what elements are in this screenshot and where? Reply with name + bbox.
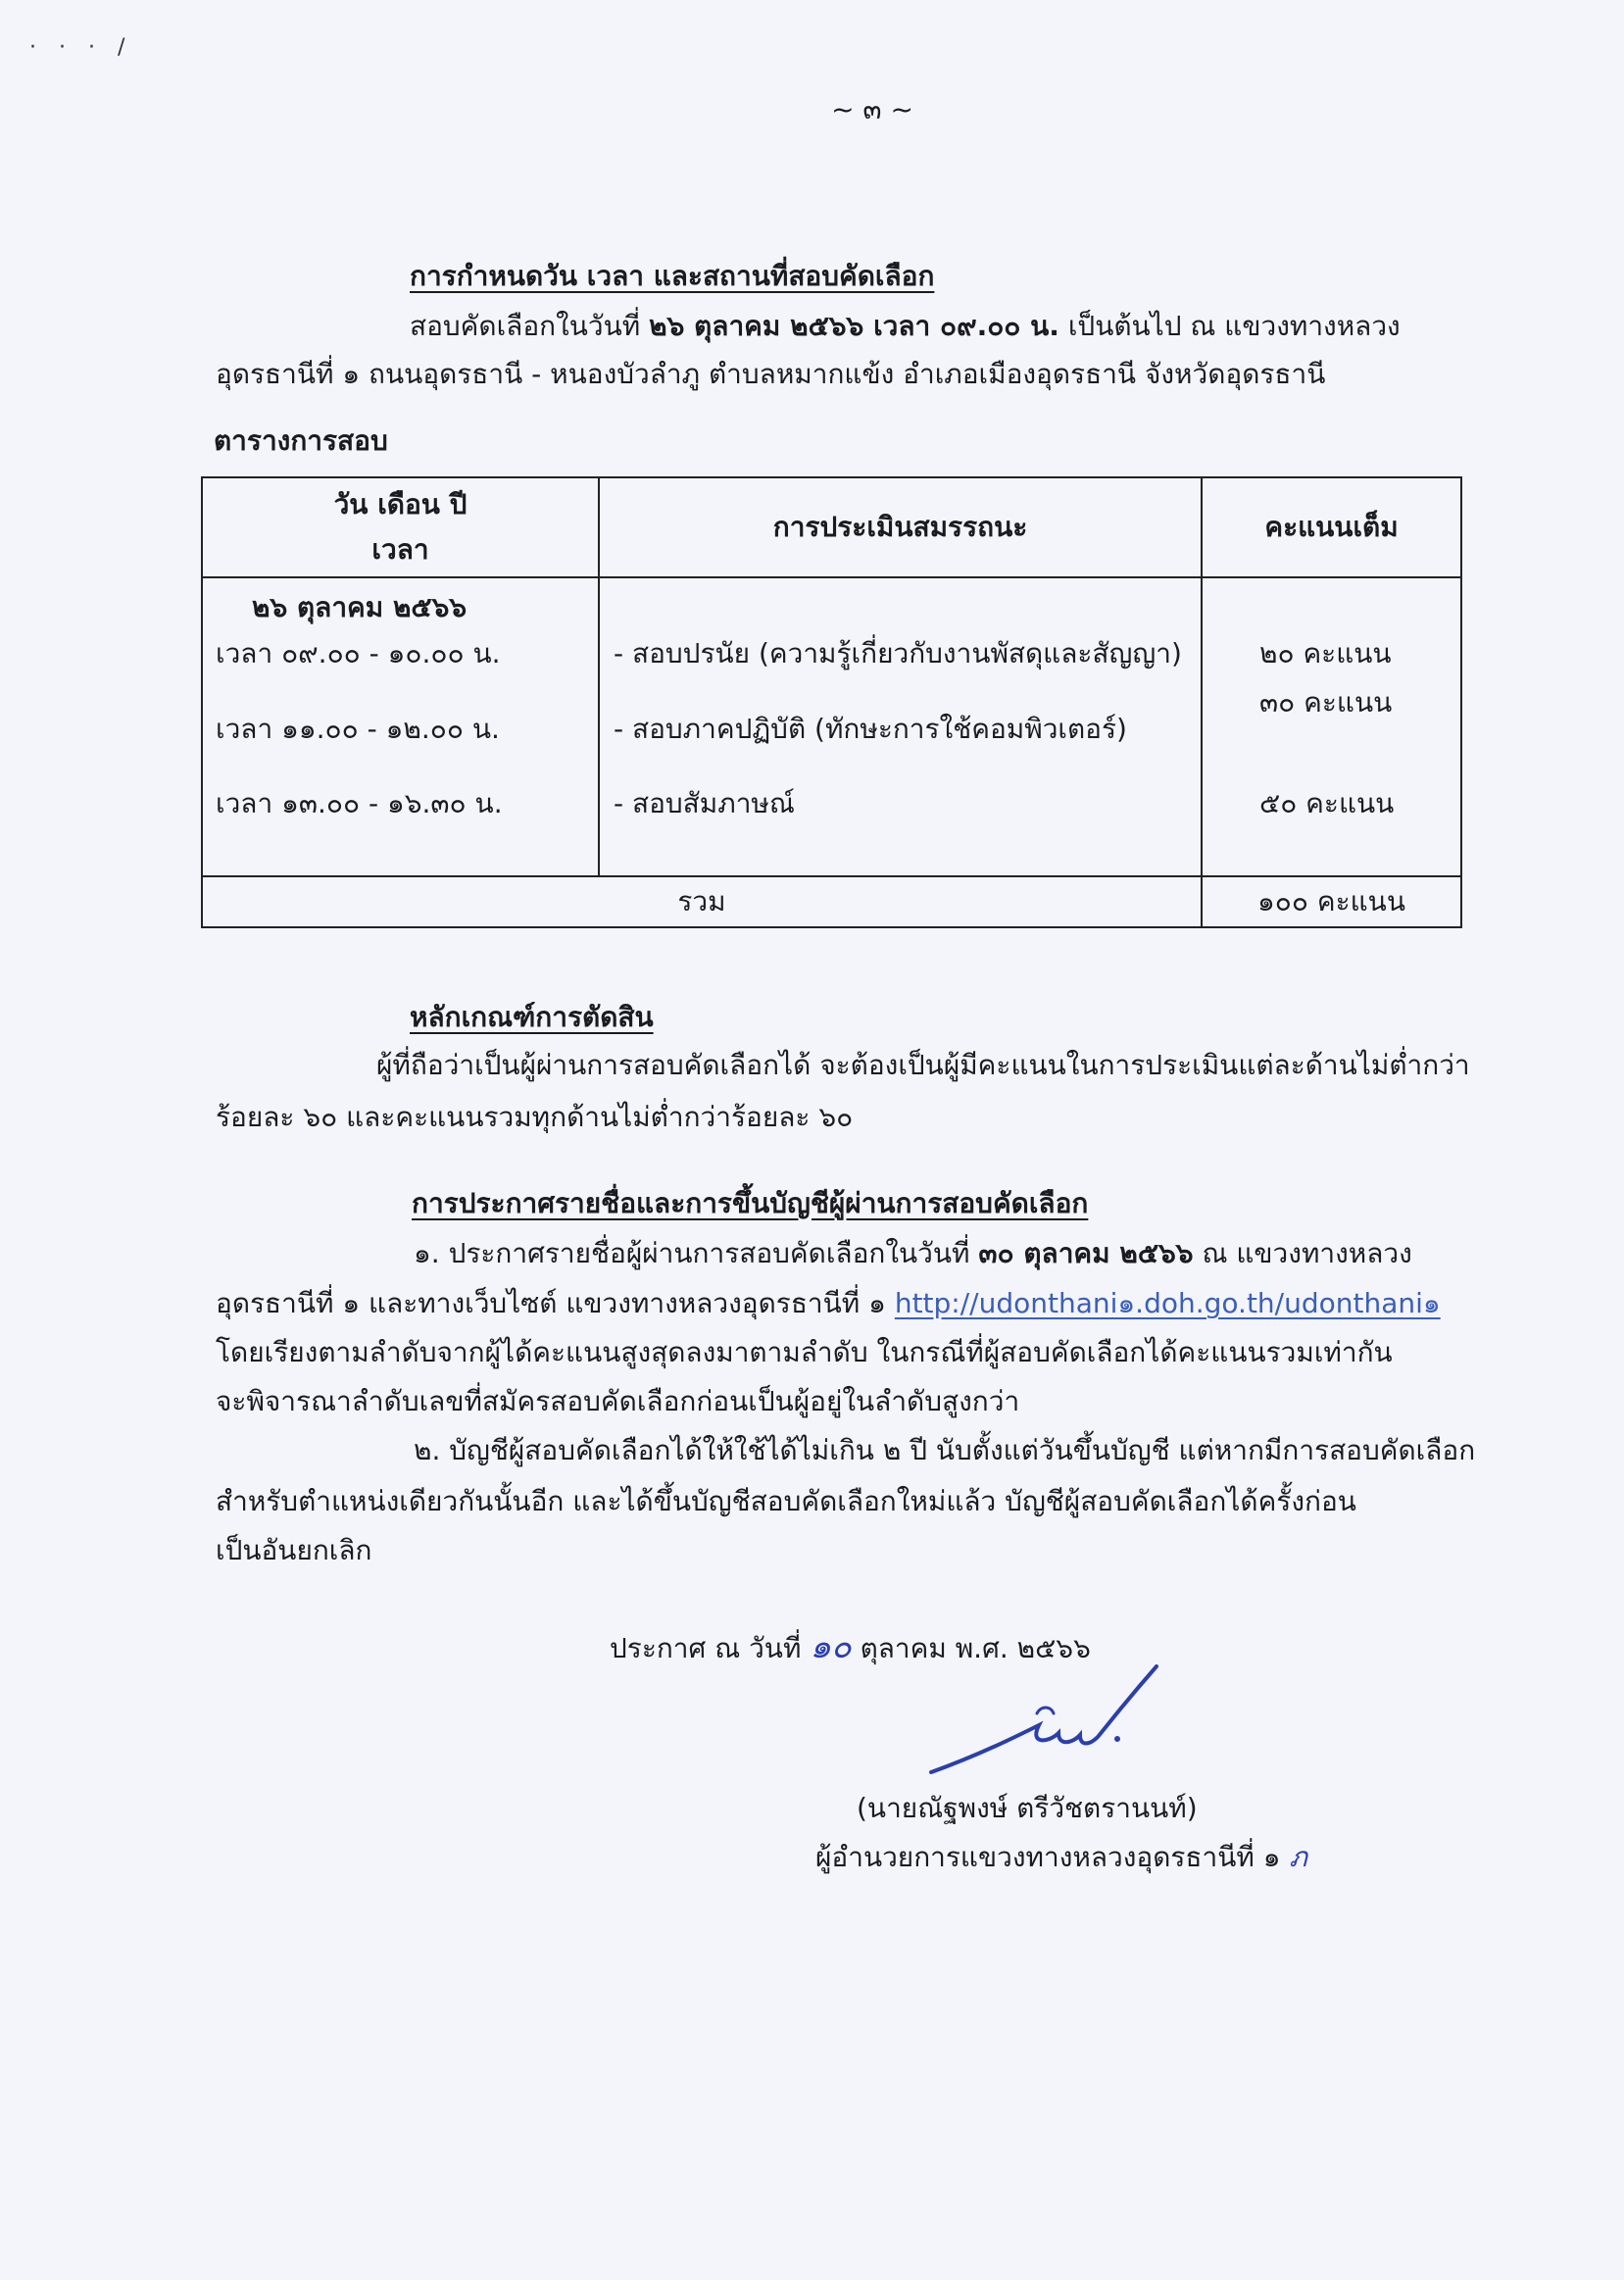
announcement-p2-line-1: ๒. บัญชีผู้สอบคัดเลือกได้ให้ใช้ได้ไม่เกิน ๒ ปี นับตั้งแต่วันขึ้นบัญชี แต่หากมีการสอบคัดเลือก <box>414 1434 1476 1466</box>
signer-title-line <box>815 1838 1307 1877</box>
announcement-p1-line-1 <box>414 1234 1412 1273</box>
table-title: ตารางการสอบ <box>214 424 388 457</box>
exam-schedule-table <box>201 476 1462 928</box>
time-row-3: เวลา ๑๓.๐๐ - ๑๖.๓๐ น. <box>216 787 503 819</box>
signature <box>911 1657 1186 1784</box>
exam-date: ๒๖ ตุลาคม ๒๕๖๖ <box>252 591 468 623</box>
signer-name: (นายณัฐพงษ์ ตรีวัชตรานนท์) <box>857 1792 1198 1824</box>
score-row-2: ๓๐ คะแนน <box>1259 686 1393 719</box>
header-date-time <box>202 477 599 577</box>
announcement-p1-prefix: ๑. ประกาศรายชื่อผู้ผ่านการสอบคัดเลือกในวันที่ <box>414 1237 970 1269</box>
announcement-p1-line-2 <box>216 1284 1441 1323</box>
announcement-p2-line-3: เป็นอันยกเลิก <box>216 1534 372 1566</box>
announce-prefix: ประกาศ ณ วันที่ <box>610 1632 802 1664</box>
signer-initials: ภ <box>1289 1841 1307 1873</box>
header-date-line2: เวลา <box>371 533 429 566</box>
table-total-row <box>202 876 1461 927</box>
score-row-1: ๒๐ คะแนน <box>1259 637 1392 669</box>
signer-title: ผู้อำนวยการแขวงทางหลวงอุดรธานีที่ ๑ <box>815 1841 1281 1873</box>
header-assessment: การประเมินสมรรถนะ <box>599 477 1202 577</box>
schedule-date-time: ๒๖ ตุลาคม ๒๕๖๖ เวลา ๐๙.๐๐ น. <box>649 310 1059 342</box>
table-header-row <box>202 477 1461 577</box>
page-number: ~ ๓ ~ <box>831 93 913 125</box>
date-time-cell <box>202 577 599 876</box>
announcement-p1-line-4: จะพิจารณาลำดับเลขที่สมัครสอบคัดเลือกก่อนเป็นผู้อยู่ในลำดับสูงกว่า <box>216 1385 1020 1417</box>
schedule-line-1-suffix: เป็นต้นไป ณ แขวงทางหลวง <box>1067 310 1401 342</box>
announce-suffix: ตุลาคม พ.ศ. ๒๕๖๖ <box>860 1632 1091 1664</box>
total-score: ๑๐๐ คะแนน <box>1202 876 1461 927</box>
time-row-2: เวลา ๑๑.๐๐ - ๑๒.๐๐ น. <box>216 713 500 745</box>
announcement-p1-line-2-text: อุดรธานีที่ ๑ และทางเว็บไซต์ แขวงทางหลวงอุดรธานีที่ ๑ <box>216 1287 886 1319</box>
scan-marks: · · · / <box>29 35 133 60</box>
criteria-line-2: ร้อยละ ๖๐ และคะแนนรวมทุกด้านไม่ต่ำกว่าร้อยละ ๖๐ <box>216 1101 854 1133</box>
announcement-p1-line-3: โดยเรียงตามลำดับจากผู้ได้คะแนนสูงสุดลงมาตามลำดับ ในกรณีที่ผู้สอบคัดเลือกได้คะแนนรวมเท่ากัน <box>216 1336 1393 1368</box>
assessment-row-3: - สอบสัมภาษณ์ <box>614 787 795 819</box>
header-date-line1: วัน เดือน ปี <box>333 488 468 520</box>
assessment-row-1: - สอบปรนัย (ความรู้เกี่ยวกับงานพัสดุและสัญญา) <box>614 637 1182 669</box>
website-link[interactable]: http://udonthani๑.doh.go.th/udonthani๑ <box>894 1287 1441 1319</box>
score-row-3: ๕๐ คะแนน <box>1259 787 1395 819</box>
schedule-heading: การกำหนดวัน เวลา และสถานที่สอบคัดเลือก <box>410 260 935 292</box>
announce-day-handwritten: ๑๐ <box>810 1627 852 1666</box>
schedule-line-2: อุดรธานีที่ ๑ ถนนอุดรธานี - หนองบัวลำภู ตำบลหมากแข้ง อำเภอเมืองอุดรธานี จังหวัดอุดรธานี <box>216 358 1326 390</box>
assessment-row-2: - สอบภาคปฏิบัติ (ทักษะการใช้คอมพิวเตอร์) <box>614 713 1127 745</box>
header-full-score: คะแนนเต็ม <box>1202 477 1461 577</box>
criteria-heading: หลักเกณฑ์การตัดสิน <box>410 1001 654 1033</box>
schedule-line-1-prefix: สอบคัดเลือกในวันที่ <box>410 310 641 342</box>
schedule-line-1 <box>410 307 1401 346</box>
announcement-heading: การประกาศรายชื่อและการขึ้นบัญชีผู้ผ่านการสอบคัดเลือก <box>412 1187 1089 1219</box>
table-body-row <box>202 577 1461 876</box>
announcement-p1-suffix: ณ แขวงทางหลวง <box>1202 1237 1412 1269</box>
score-cell <box>1202 577 1461 876</box>
time-row-1: เวลา ๐๙.๐๐ - ๑๐.๐๐ น. <box>216 637 501 669</box>
criteria-line-1: ผู้ที่ถือว่าเป็นผู้ผ่านการสอบคัดเลือกได้ จะต้องเป็นผู้มีคะแนนในการประเมินแต่ละด้านไม่ต่ำกว่า <box>376 1049 1470 1081</box>
announcement-p2-line-2: สำหรับตำแหน่งเดียวกันนั้นอีก และได้ขึ้นบัญชีสอบคัดเลือกใหม่แล้ว บัญชีผู้สอบคัดเลือกได้ครั้งก่อน <box>216 1485 1356 1517</box>
assessment-cell <box>599 577 1202 876</box>
total-label: รวม <box>202 876 1202 927</box>
announcement-date: ๓๐ ตุลาคม ๒๕๖๖ <box>978 1237 1194 1269</box>
